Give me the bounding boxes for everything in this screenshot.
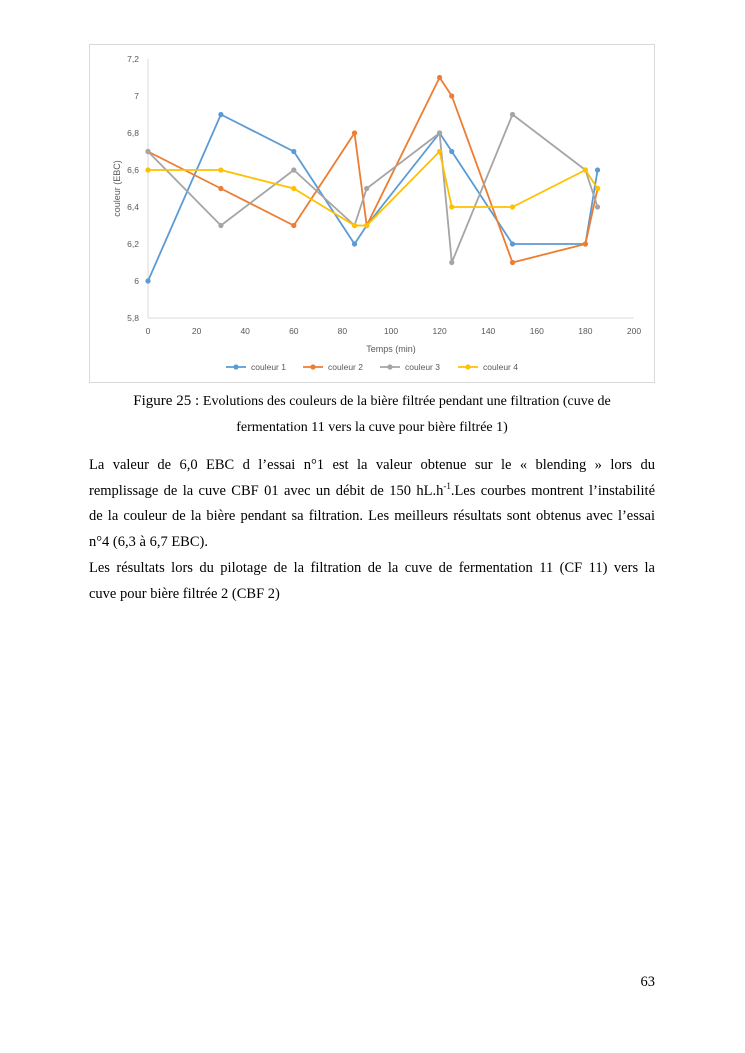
- data-point-series-2: [291, 223, 296, 228]
- data-point-series-2: [583, 241, 588, 246]
- data-point-series-3: [437, 130, 442, 135]
- data-point-series-1: [449, 149, 454, 154]
- x-tick-label: 200: [626, 326, 642, 336]
- paragraph-1-line-2: [89, 479, 655, 505]
- data-point-series-1: [291, 149, 296, 154]
- data-point-series-4: [364, 223, 369, 228]
- y-tick-label: 6,8: [127, 128, 139, 138]
- line-chart: [90, 45, 656, 384]
- y-tick-label: 7,2: [127, 54, 139, 64]
- data-point-series-1: [510, 241, 515, 246]
- x-tick-label: 40: [240, 326, 250, 336]
- data-point-series-4: [583, 167, 588, 172]
- data-point-series-2: [352, 130, 357, 135]
- data-point-series-1: [595, 167, 600, 172]
- data-point-series-4: [291, 186, 296, 191]
- data-point-series-1: [145, 278, 150, 283]
- paragraph-1: [89, 453, 655, 555]
- legend-label-4: couleur 4: [483, 362, 518, 372]
- data-point-series-2: [510, 260, 515, 265]
- data-point-series-1: [352, 241, 357, 246]
- paragraph-1-line-2b: .Les courbes montrent l’instabilité: [450, 482, 656, 499]
- data-point-series-4: [218, 167, 223, 172]
- x-tick-label: 140: [481, 326, 496, 336]
- x-tick-label: 120: [432, 326, 447, 336]
- data-point-series-4: [449, 204, 454, 209]
- x-tick-label: 160: [529, 326, 544, 336]
- data-point-series-4: [145, 167, 150, 172]
- legend-marker-2: [310, 364, 315, 369]
- data-point-series-2: [218, 186, 223, 191]
- chart-frame: [89, 44, 655, 383]
- caption-line-1: [89, 388, 655, 415]
- x-tick-label: 20: [191, 326, 202, 336]
- x-tick-label: 100: [383, 326, 399, 336]
- legend-label-3: couleur 3: [405, 362, 440, 372]
- legend-label-1: couleur 1: [251, 362, 286, 372]
- data-point-series-3: [510, 112, 515, 117]
- superscript: -1: [443, 480, 451, 491]
- y-axis-title: couleur (EBC): [112, 160, 122, 217]
- x-tick-label: 180: [578, 326, 593, 336]
- series-line-3: [148, 115, 598, 263]
- caption-label: Figure 25 :: [133, 393, 203, 409]
- y-tick-label: 6,4: [127, 202, 139, 212]
- x-tick-label: 60: [289, 326, 299, 336]
- legend-marker-4: [465, 364, 470, 369]
- data-point-series-4: [437, 149, 442, 154]
- y-tick-label: 7: [134, 91, 139, 101]
- data-point-series-4: [595, 186, 600, 191]
- caption-line-2: fermentation 11 vers la cuve pour bière filtrée 1): [236, 420, 508, 435]
- x-tick-label: 80: [337, 326, 348, 336]
- y-tick-label: 6: [134, 276, 139, 286]
- paragraph-2: [89, 556, 655, 607]
- page-number: 63: [640, 974, 655, 990]
- data-point-series-1: [218, 112, 223, 117]
- paragraph-2-line-2: cuve pour bière filtrée 2 (CBF 2): [89, 585, 280, 602]
- data-point-series-4: [352, 223, 357, 228]
- caption-text: Evolutions des couleurs de la bière filtrée pendant une filtration (cuve de: [202, 394, 611, 409]
- y-tick-label: 6,6: [127, 165, 139, 175]
- data-point-series-3: [595, 204, 600, 209]
- y-tick-label: 6,2: [127, 239, 139, 249]
- paragraph-1-line-4: n°4 (6,3 à 6,7 EBC).: [89, 533, 208, 550]
- x-axis-title: Temps (min): [366, 344, 416, 354]
- paragraph-1-line-3: de la couleur de la bière pendant sa filtration. Les meilleurs résultats sont obtenus avec l’essai: [89, 508, 655, 525]
- data-point-series-3: [291, 167, 296, 172]
- data-point-series-3: [145, 149, 150, 154]
- data-point-series-3: [218, 223, 223, 228]
- figure-caption: [89, 388, 655, 441]
- y-tick-label: 5,8: [127, 313, 139, 323]
- data-point-series-3: [449, 260, 454, 265]
- legend-marker-3: [387, 364, 392, 369]
- paragraph-1-line-1: La valeur de 6,0 EBC d l’essai n°1 est la valeur obtenue sur le « blending » lors du: [89, 457, 655, 473]
- legend-label-2: couleur 2: [328, 362, 363, 372]
- paragraph-1-line-2a: remplissage de la cuve CBF 01 avec un débit de 150 hL.h: [89, 482, 444, 499]
- legend-marker-1: [233, 364, 238, 369]
- x-tick-label: 0: [145, 326, 151, 336]
- data-point-series-2: [437, 75, 442, 80]
- data-point-series-4: [510, 204, 515, 209]
- data-point-series-2: [449, 93, 454, 98]
- data-point-series-3: [364, 186, 369, 191]
- paragraph-2-line-1: Les résultats lors du pilotage de la filtration de la cuve de fermentation 11 (CF 11) vers la: [89, 560, 655, 576]
